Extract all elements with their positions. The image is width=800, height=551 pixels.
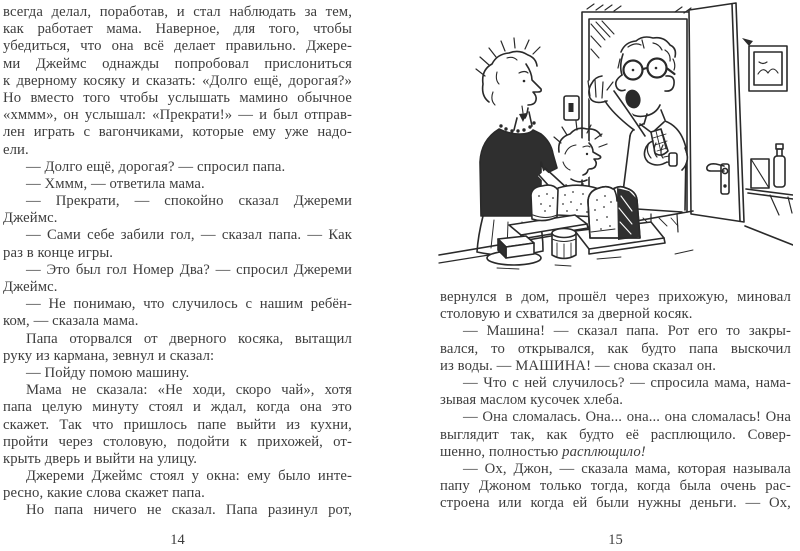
- butter-dish: [487, 236, 541, 265]
- text-line: — Ох, Джон, — сказала мама, которая называла: [463, 460, 791, 477]
- text-line: пройти через столовую, подойти к прихожей, от-: [3, 433, 352, 450]
- text-line: — Хммм, — ответила мама.: [26, 175, 205, 192]
- text-line: Но вместо того чтобы услышать мамино обычное: [3, 89, 352, 106]
- text-line: — Машина! — сказал папа. Рот его то закры-: [463, 323, 791, 340]
- text-line: Джеймс.: [3, 210, 58, 227]
- text-line: выглядит так, как будто её расплющило. Совер-: [440, 426, 791, 443]
- text-line: скажет. Так что пришлось папе выйти из кухни,: [3, 416, 352, 433]
- text-line: ми Джеймс однажды попробовал прислониться: [3, 55, 352, 72]
- text-line: руку из кармана, зевнул и сказал:: [3, 347, 215, 364]
- text-line: лен играть с вагончиками, которые ему уже надо-: [3, 124, 352, 141]
- text-line: Джереми Джеймс стоял у окна: ему было инте-: [26, 468, 352, 485]
- text-line: столовую и схватился за дверной косяк.: [440, 306, 693, 323]
- page-right: [400, 0, 800, 551]
- text-line: крыть дверь и выйти на улицу.: [3, 450, 198, 467]
- text-line: всегда делал, поработав, и стал наблюдать за тем,: [3, 4, 352, 20]
- text-line: — Пойду помою машину.: [26, 364, 190, 381]
- text-line: — Она сломалась. Она... она... она сломалась! Она: [463, 409, 791, 426]
- bread-loaf: [588, 187, 640, 240]
- text-line: ком, — сказала мама.: [3, 313, 139, 330]
- text-line: — Сами себе забили гол, — сказал папа. — Как: [26, 227, 352, 244]
- open-door: [689, 3, 744, 222]
- text-line: к дверному косяку и сказать: «Долго ещё, дорогая?»: [3, 72, 352, 89]
- page-right-text: [440, 289, 791, 512]
- hallway: [742, 38, 793, 245]
- text-line: вался, то открывался, как будто папа выскочил: [440, 340, 791, 357]
- text-line: вернулся в дом, прошёл через прихожую, миновал: [440, 289, 791, 305]
- light-switch-icon: [564, 96, 579, 120]
- text-line: шенно, полностью расплющило!: [440, 443, 646, 460]
- text-line: Джеймс.: [3, 279, 58, 295]
- text-line: как работает мама. Наверное, для того, чтобы: [3, 21, 352, 38]
- text-line: убедиться, что она всё делает правильно. Джере-: [3, 38, 352, 55]
- text-line: папу Джоном только тогда, когда была очень рас-: [440, 478, 791, 495]
- text-line: ели.: [3, 141, 29, 158]
- page-number-right: 15: [608, 532, 623, 548]
- page-number-left: 14: [170, 532, 185, 548]
- washstand: [746, 144, 793, 215]
- text-line: — Что с ней случилось? — спросила мама, нама-: [463, 374, 791, 391]
- text-line: из воды. — МАШИНА! — снова сказал он.: [440, 357, 716, 374]
- text-line: раз в конце игры.: [3, 244, 114, 261]
- text-line: «хммм», он услышал: «Прекрати!» — и был отправ-: [3, 107, 352, 124]
- text-line: Папа оторвался от дверного косяка, вытащил: [26, 330, 352, 347]
- page-left-text: [3, 4, 352, 520]
- text-line: Но папа ничего не сказал. Папа разинул рот,: [26, 502, 352, 519]
- text-line: строена или когда ей были нужны деньги. — Ох,: [440, 495, 791, 512]
- picture-frame-icon: [742, 38, 787, 91]
- text-line: ресно, какие слова скажет папа.: [3, 485, 205, 502]
- bread-slice: [531, 185, 558, 221]
- text-line: — Это был гол Номер Два? — спросил Джереми: [26, 261, 352, 278]
- text-line: зывая маслом кусочек хлеба.: [440, 392, 623, 409]
- text-line: — Не понимаю, что случилось с нашим ребён-: [26, 296, 352, 313]
- text-line: — Долго ещё, дорогая? — спросил папа.: [26, 158, 286, 175]
- text-line: папа целую минуту стоял и ждал, когда она это: [3, 399, 352, 416]
- jar: [552, 229, 576, 259]
- text-line: — Прекрати, — спокойно сказал Джереми: [26, 193, 352, 210]
- bottle-icon: [774, 144, 785, 187]
- text-line: Мама не сказала: «Не ходи, скоро чай», хотя: [26, 382, 352, 399]
- book-illustration: [437, 2, 793, 284]
